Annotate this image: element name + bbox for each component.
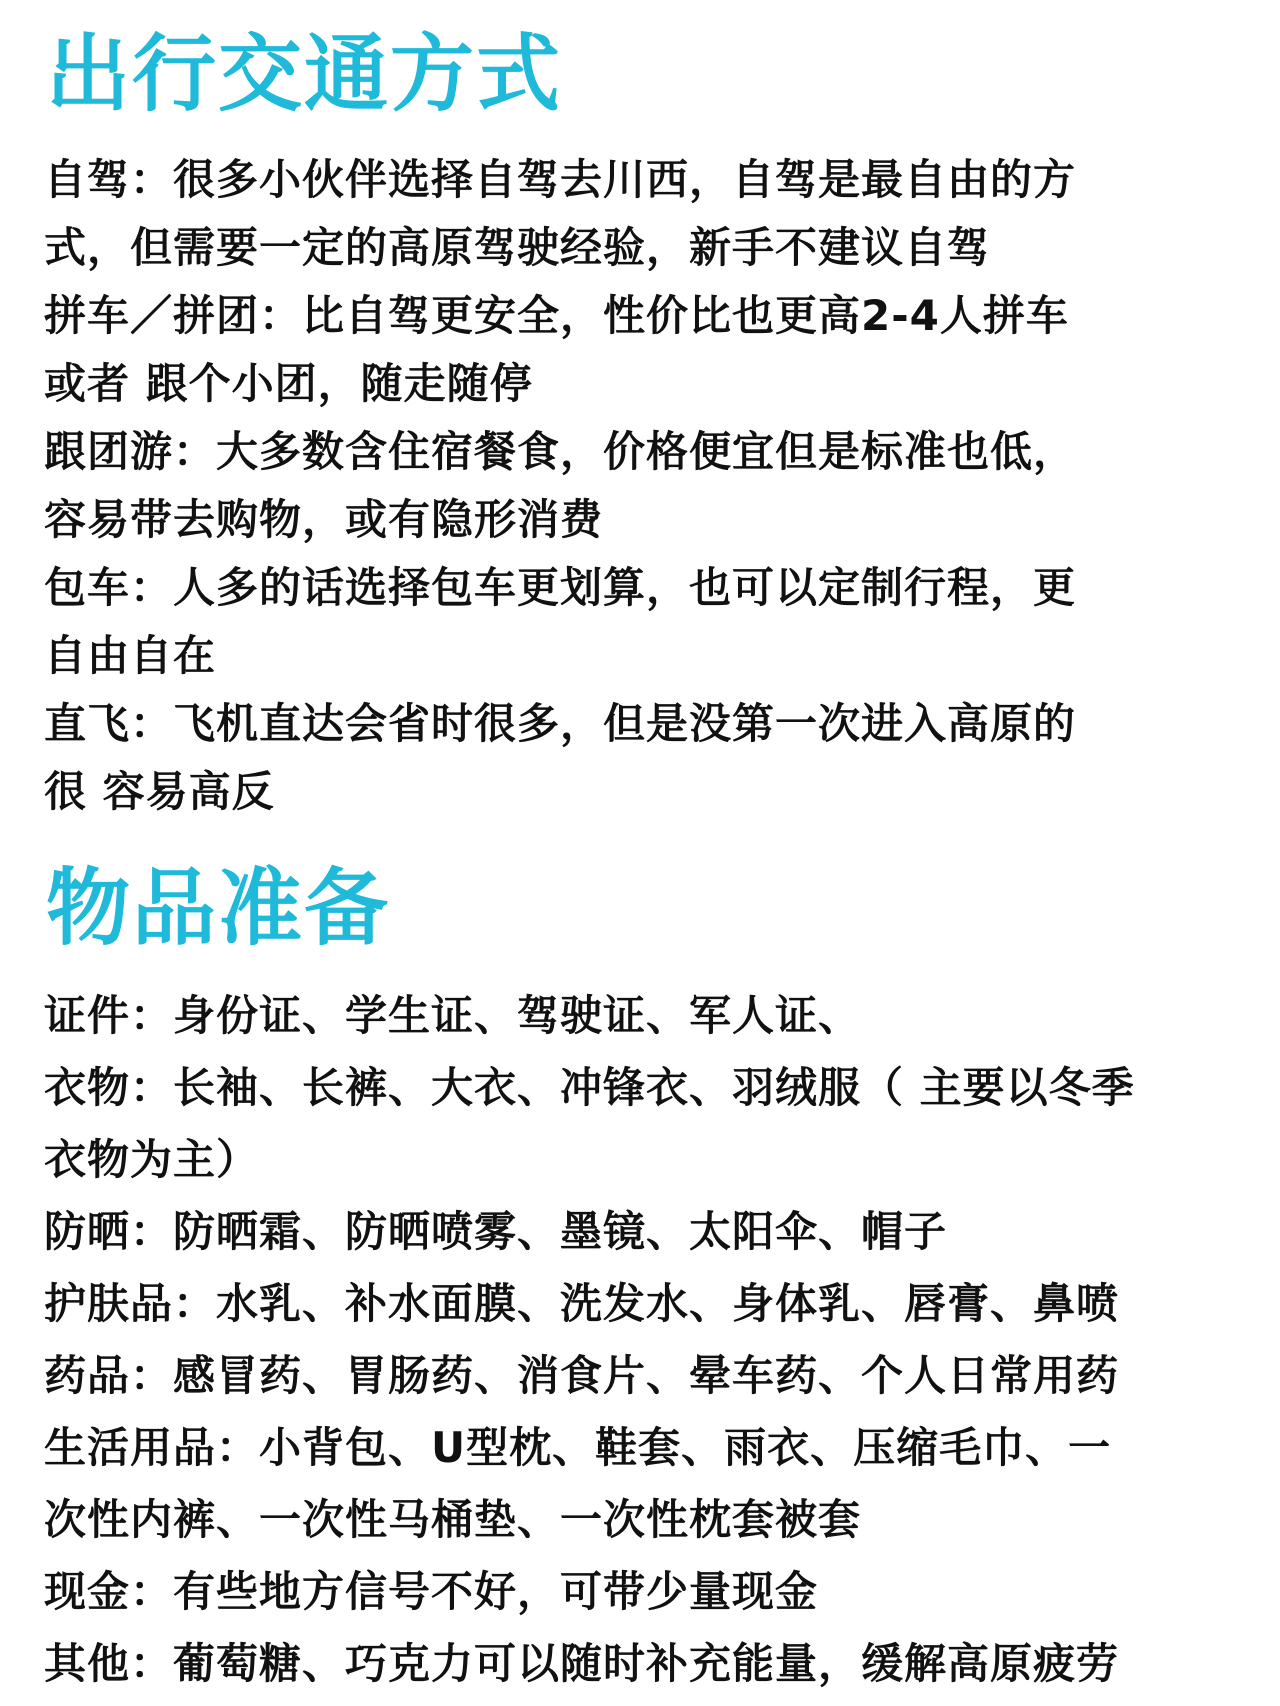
text-line: 自驾：很多小伙伴选择自驾去川西，自驾是最自由的方 — [44, 155, 1077, 204]
section-title-items: 物品准备 — [46, 859, 391, 957]
text-line: 其他：葡萄糖、巧克力可以随时补充能量，缓解高原疲劳 — [44, 1639, 1120, 1688]
text-line: 自由自在 — [44, 631, 217, 680]
transport-text-block — [44, 146, 1254, 826]
text-line: 防晒：防晒霜、防晒喷雾、墨镜、太阳伞、帽子 — [44, 1207, 948, 1256]
text-line: 式，但需要一定的高原驾驶经验，新手不建议自驾 — [44, 223, 991, 272]
text-line: 包车：人多的话选择包车更划算，也可以定制行程，更 — [44, 563, 1077, 612]
text-line: 证件：身份证、学生证、驾驶证、军人证、 — [44, 991, 862, 1040]
text-line: 拼车／拼团：比自驾更安全，性价比也更高2-4人拼车 — [44, 291, 1069, 340]
text-line: 护肤品：水乳、补水面膜、洗发水、身体乳、唇膏、鼻喷 — [44, 1279, 1120, 1328]
text-line: 很 容易高反 — [44, 767, 275, 816]
text-line: 现金：有些地方信号不好，可带少量现金 — [44, 1567, 819, 1616]
text-line: 衣物：长袖、长裤、大衣、冲锋衣、羽绒服（ 主要以冬季 — [44, 1063, 1135, 1112]
text-line: 次性内裤、一次性马桶垫、一次性枕套被套 — [44, 1495, 862, 1544]
text-line: 跟团游：大多数含住宿餐食，价格便宜但是标准也低， — [44, 427, 1077, 476]
text-line: 直飞：飞机直达会省时很多，但是没第一次进入高原的 — [44, 699, 1077, 748]
text-line: 药品：感冒药、胃肠药、消食片、晕车药、个人日常用药 — [44, 1351, 1120, 1400]
items-text-block — [44, 980, 1254, 1700]
text-line: 或者 跟个小团，随走随停 — [44, 359, 533, 408]
section-title-transport: 出行交通方式 — [46, 25, 563, 123]
text-line: 生活用品：小背包、U型枕、鞋套、雨衣、压缩毛巾、一 — [44, 1423, 1112, 1472]
text-line: 衣物为主） — [44, 1135, 260, 1184]
text-line: 容易带去购物，或有隐形消费 — [44, 495, 604, 544]
